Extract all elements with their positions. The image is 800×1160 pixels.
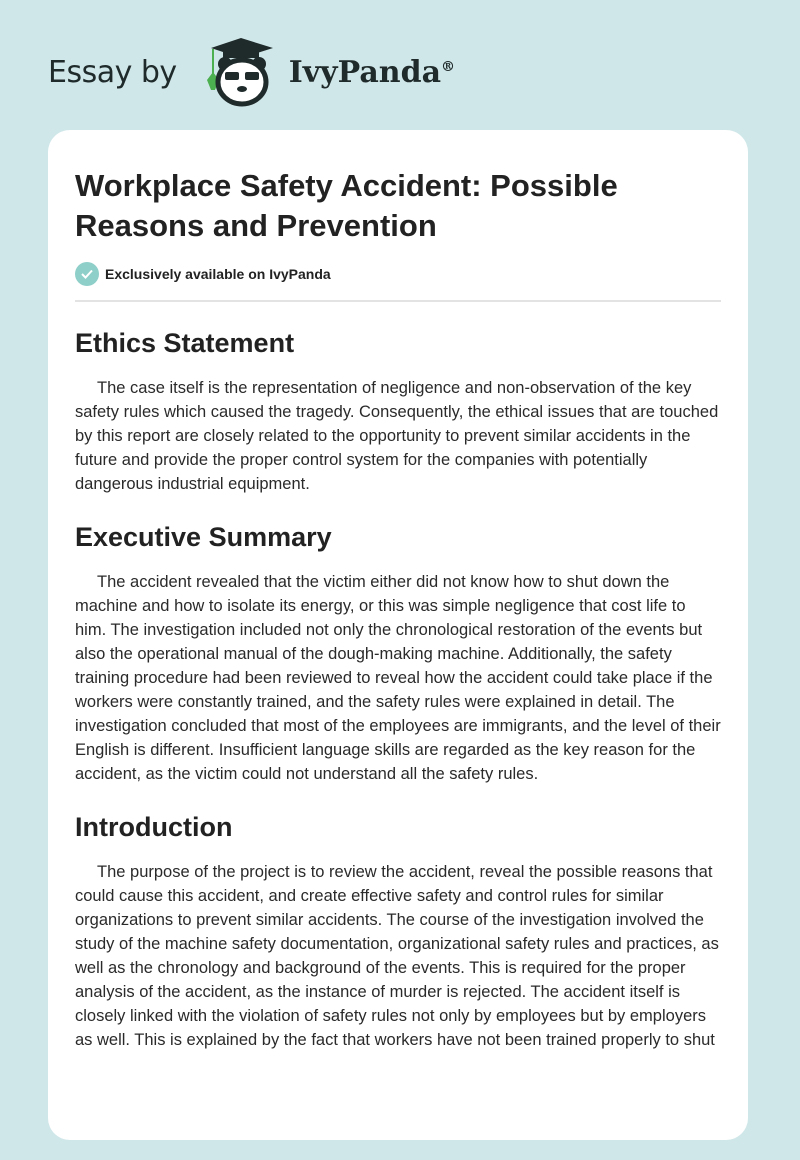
- site-header: [48, 36, 455, 108]
- section-paragraph: The case itself is the representation of negligence and non-observation of the key safety rules which caused the tragedy. Consequently, the ethical issues that are touched by this report are closely related to the opportunity to prevent similar accidents in the future and provide the proper control system for the companies with potentially dangerous industrial equipment.: [75, 379, 719, 493]
- registered-mark: ®: [441, 58, 456, 75]
- section-heading: Ethics Statement: [75, 328, 295, 358]
- ivypanda-logo-icon[interactable]: [197, 34, 285, 110]
- brand-text: IvyPanda: [288, 54, 442, 90]
- section-heading: Introduction: [75, 812, 233, 842]
- essay-title: Workplace Safety Accident: Possible Reasons and Prevention: [75, 168, 618, 243]
- exclusive-badge: [75, 262, 721, 302]
- section-paragraph: The accident revealed that the victim either did not know how to shut down the machine and how to isolate its energy, or this was simple negligence that cost life to him. The investigation included not only the chronological restoration of the events but also the operational manual of the dough-making machine. Additionally, the safety training procedure had been reviewed to reveal how the accident could take place if the workers were constantly trained, and the safety rules were explained in detail. The investigation concluded that most of the employees are immigrants, and the level of their English is different. Insufficient language skills are regarded as the key reason for the accident, as the victim could not understand all the safety rules.: [75, 573, 721, 783]
- essay-card: [48, 130, 748, 1140]
- essay-by-label: Essay by: [48, 54, 177, 90]
- check-icon: [75, 262, 99, 286]
- section-paragraph: The purpose of the project is to review the accident, reveal the possible reasons that could cause this accident, and create effective safety and control rules for similar organizations to prevent similar accidents. The course of the investigation involved the study of the machine safety documentation, organizational safety rules and practices, as well as the chronology and background of the events. This is required for the proper analysis of the accident, as the instance of murder is rejected. The accident itself is closely linked with the violation of safety rules not only by employees but by employers as well. This is explained by the fact that workers have not been trained properly to shut: [75, 863, 719, 1049]
- section-heading: Executive Summary: [75, 522, 332, 552]
- brand-name: [289, 55, 455, 90]
- badge-text: Exclusively available on IvyPanda: [105, 266, 331, 282]
